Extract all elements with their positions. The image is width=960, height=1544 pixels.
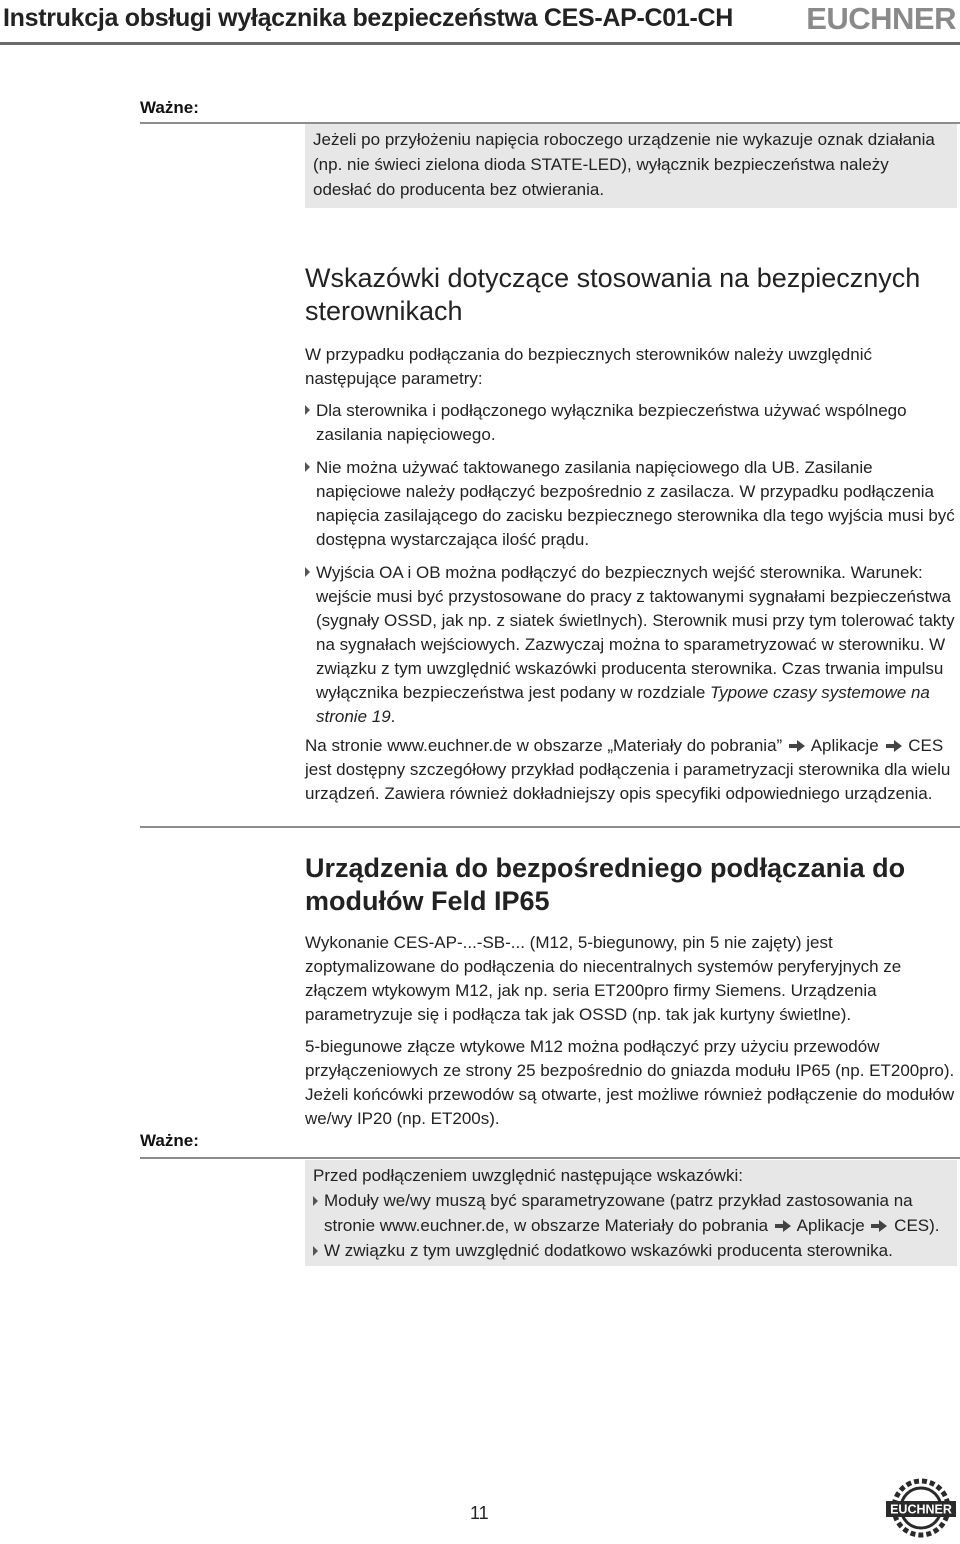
triangle-bullet-icon — [305, 567, 310, 577]
arrow-right-icon — [775, 1220, 791, 1232]
download-info-paragraph: Na stronie www.euchner.de w obszarze „Materiały do pobrania” Aplikacje CES jest dostępny szczegółowy przykład podłączenia i parametryzacji sterownika dla wielu urządzeń. Zawiera również dokładniejszy opis specyfiki odpowiedniego urządzenia. — [305, 736, 951, 803]
section-paragraph: 5-biegunowe złącze wtykowe M12 można podłączyć przy użyciu przewodów przyłączeniowych ze strony 25 bezpośrednio do gniazda modułu IP65 (np. ET200pro). Jeżeli końcówki przewodów są otwarte, jest możliwe również podłączenie do modułów we/wy IP20 (np. ET200s). — [305, 1037, 955, 1128]
arrow-right-icon — [886, 740, 902, 752]
arrow-right-icon — [789, 740, 805, 752]
triangle-bullet-icon — [313, 1246, 318, 1256]
note-label: Ważne: — [140, 1131, 199, 1150]
section-intro: W przypadku podłączania do bezpiecznych sterowników należy uwzględnić następujące parametry: — [305, 345, 872, 388]
logo-text: EUCHNER — [890, 1502, 952, 1517]
header-divider — [0, 42, 960, 45]
section-paragraph: Wykonanie CES-AP-...-SB-... (M12, 5-biegunowy, pin 5 nie zajęty) jest zoptymalizowane do podłączenia do niecentralnych systemów peryferyjnych ze złączem wtykowym M12, jak np. seria ET200pro firmy Siemens. Urządzenia parametryzuje się i podłącza tak jak OSSD (np. tak jak kurtyny świetlne). — [305, 933, 902, 1024]
note-box — [305, 1160, 957, 1266]
page-header — [0, 0, 960, 40]
note-intro: Przed podłączeniem uwzględnić następujące wskazówki: — [313, 1166, 743, 1185]
note-box — [305, 124, 957, 208]
triangle-bullet-icon — [305, 462, 310, 472]
list-item-text: Moduły we/wy muszą być sparametryzowane (patrz przykład zastosowania na stronie www.euchner.de, w obszarze Materiały do pobrania Aplikacje CES). — [324, 1191, 940, 1235]
note-text: Jeżeli po przyłożeniu napięcia roboczego urządzenie nie wykazuje oznak działania (np. nie świeci zielona dioda STATE-LED), wyłącznik bezpieczeństwa należy odesłać do producenta bez otwierania. — [313, 130, 935, 199]
list-item — [313, 1238, 949, 1263]
note-divider — [140, 1157, 960, 1159]
section-heading: Wskazówki dotyczące stosowania na bezpiecznych sterownikach — [305, 263, 921, 326]
brand-name: EUCHNER — [806, 1, 956, 36]
cross-reference: Typowe czasy systemowe na stronie 19 — [316, 683, 930, 726]
triangle-bullet-icon — [305, 405, 310, 415]
list-item-text: Dla sterownika i podłączonego wyłącznika bezpieczeństwa używać wspólnego zasilania napięciowego. — [316, 401, 907, 444]
section-divider — [140, 826, 960, 828]
list-item — [313, 1188, 949, 1238]
list-item — [305, 561, 955, 729]
section-heading: Urządzenia do bezpośredniego podłączania do modułów Feld IP65 — [305, 853, 906, 916]
page-number: 11 — [470, 1503, 489, 1523]
arrow-right-icon — [871, 1220, 887, 1232]
euchner-logo — [885, 1478, 957, 1542]
list-item-text: Nie można używać taktowanego zasilania napięciowego dla UB. Zasilanie napięciowe należy podłączyć bezpośrednio z zasilacza. W przypadku podłączenia napięcia zasilającego do zacisku bezpiecznego sterownika dla tego wyjścia musi być dostępna wystarczająca ilość prądu. — [316, 458, 955, 549]
list-item — [305, 399, 955, 447]
document-title: Instrukcja obsługi wyłącznika bezpieczeństwa CES-AP-C01-CH — [3, 4, 734, 32]
triangle-bullet-icon — [313, 1196, 318, 1206]
list-item-text: W związku z tym uwzględnić dodatkowo wskazówki producenta sterownika. — [324, 1241, 893, 1260]
list-item-text: Wyjścia OA i OB można podłączyć do bezpiecznych wejść sterownika. Warunek: wejście musi być przystosowane do pracy z taktowanymi sygnałami bezpieczeństwa (sygnały OSSD, jak np. z siatek świetlnych). Sterownik musi przy tym tolerować takty na sygnałach wejściowych. Zazwyczaj można to sparametryzować w sterowniku. W związku z tym uwzględnić wskazówki producenta sterownika. Czas trwania impulsu wyłącznika bezpieczeństwa jest podany w rozdziale Typowe czasy systemowe na stronie 19. — [316, 563, 955, 726]
note-label: Ważne: — [140, 98, 199, 117]
list-item — [305, 456, 955, 552]
